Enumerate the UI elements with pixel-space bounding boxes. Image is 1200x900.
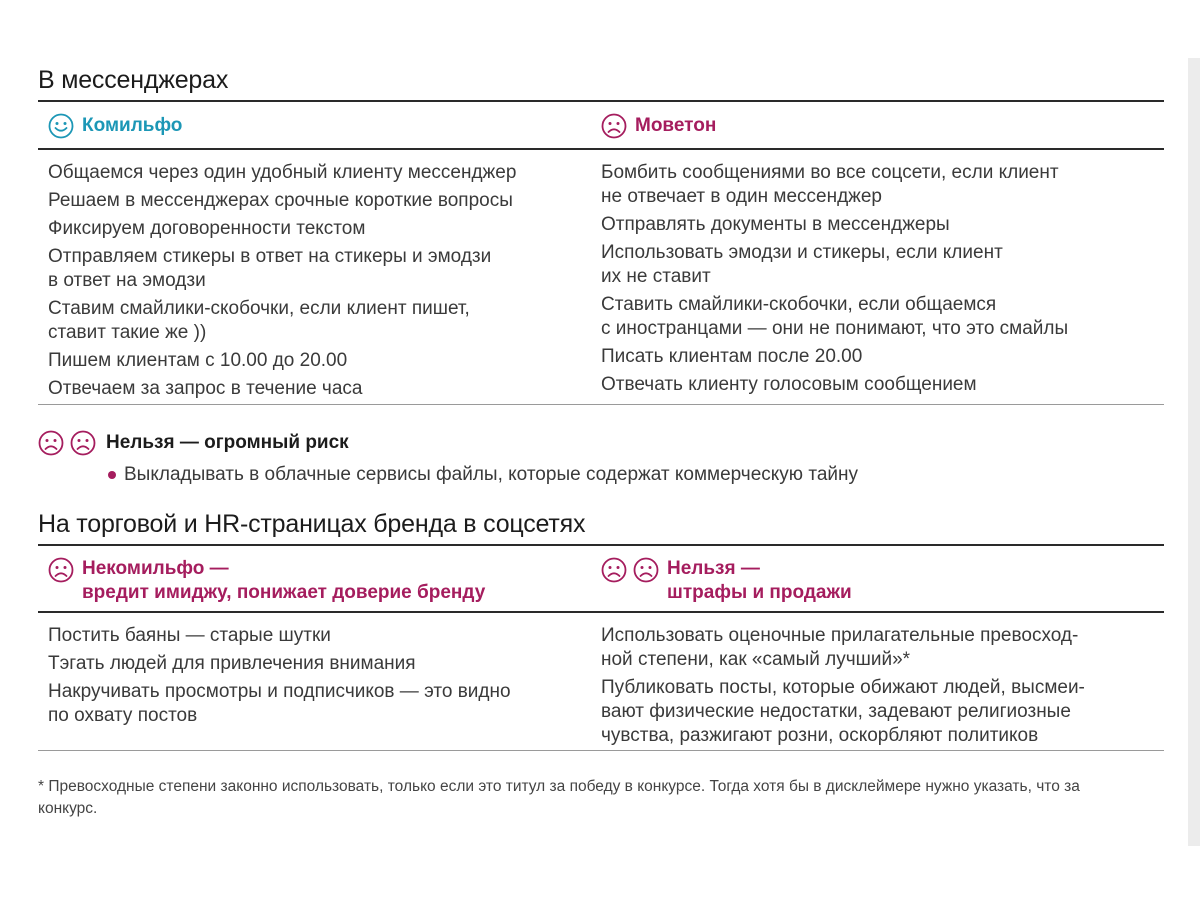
footnote: * Превосходные степени законно использовать, только если это титул за победу в конкурсе. Тогда хотя бы в дисклеймере нужно указать, что за конкурс.: [38, 778, 1080, 817]
list-item: Использовать оценочные прилагательные превосход- ной степени, как «самый лучший»*: [601, 625, 1079, 670]
header-label: [82, 557, 485, 605]
list-item: Бомбить сообщениями во все соцсети, если клиент не отвечает в один мессенджер: [601, 162, 1059, 207]
list-item: Тэгать людей для привлечения внимания: [48, 653, 416, 674]
section-title-messengers: В мессенджерах: [38, 66, 229, 94]
list-item: Отправлять документы в мессенджеры: [601, 214, 950, 235]
list-item: Писать клиентам после 20.00: [601, 346, 863, 367]
list-item: Пишем клиентам с 10.00 до 20.00: [48, 350, 348, 371]
page-edge-shadow: [1188, 58, 1200, 846]
list-comme-il-faut: [48, 161, 578, 405]
header-line: штрафы и продажи: [667, 582, 852, 603]
section-rule: [38, 544, 1164, 546]
bullet-dot-icon: [108, 471, 116, 479]
sad-face-icon: [38, 430, 64, 456]
header-line: Некомильфо —: [82, 558, 229, 579]
list-item: Ставим смайлики-скобочки, если клиент пишет, ставит такие же )): [48, 298, 470, 343]
ban-header: [38, 430, 349, 456]
section-title-social: На торговой и HR-страницах бренда в соцсетях: [38, 510, 586, 538]
sad-face-icon: [601, 113, 627, 139]
table-bottom-rule: [38, 404, 1164, 405]
header-line: Нельзя —: [667, 558, 760, 579]
list-item: Отвечаем за запрос в течение часа: [48, 378, 363, 399]
list-item: Отправляем стикеры в ответ на стикеры и эмодзи в ответ на эмодзи: [48, 246, 492, 291]
list-item: Использовать эмодзи и стикеры, если клиент их не ставит: [601, 242, 1003, 287]
section-rule: [38, 100, 1164, 102]
sad-face-icon: [601, 557, 627, 583]
sad-face-icon: [70, 430, 96, 456]
sad-face-icon: [633, 557, 659, 583]
list-item: Ставить смайлики-скобочки, если общаемся с иностранцами — они не понимают, что это смайлы: [601, 294, 1069, 339]
table-header-rule: [38, 148, 1164, 150]
header-line: вредит имиджу, понижает доверие бренду: [82, 582, 486, 603]
list-item: Накручивать просмотры и подписчиков — это видно по охвату постов: [48, 681, 511, 726]
ban-item-text: Выкладывать в облачные сервисы файлы, которые содержат коммерческую тайну: [124, 464, 858, 485]
document-page: [38, 0, 1164, 900]
list-item: Общаемся через один удобный клиенту мессенджер: [48, 162, 517, 183]
list-item: Фиксируем договоренности текстом: [48, 218, 366, 239]
ban-header-label: Нельзя — огромный риск: [106, 432, 349, 453]
header-forbidden: [601, 557, 852, 605]
header-mauvais-ton: [601, 113, 716, 139]
list-not-comme-il-faut: [48, 624, 578, 732]
sad-face-icon: [48, 557, 74, 583]
list-item: Публиковать посты, которые обижают людей, высмеи- вают физические недостатки, задевают религиозные чувства, разжигают розни, оскорбляют политиков: [601, 677, 1085, 746]
header-label: [667, 557, 852, 605]
ban-list-item: [108, 463, 858, 487]
header-not-comme-il-faut: [48, 557, 485, 605]
header-comme-il-faut: [48, 113, 182, 139]
table-bottom-rule: [38, 750, 1164, 751]
table-header-rule: [38, 611, 1164, 613]
list-item: Постить баяны — старые шутки: [48, 625, 331, 646]
smile-face-icon: [48, 113, 74, 139]
header-label: Комильфо: [82, 115, 183, 136]
list-mauvais-ton: [601, 161, 1161, 401]
list-forbidden: [601, 624, 1161, 752]
list-item: Отвечать клиенту голосовым сообщением: [601, 374, 977, 395]
header-label: Моветон: [635, 115, 717, 136]
list-item: Решаем в мессенджерах срочные короткие вопросы: [48, 190, 513, 211]
